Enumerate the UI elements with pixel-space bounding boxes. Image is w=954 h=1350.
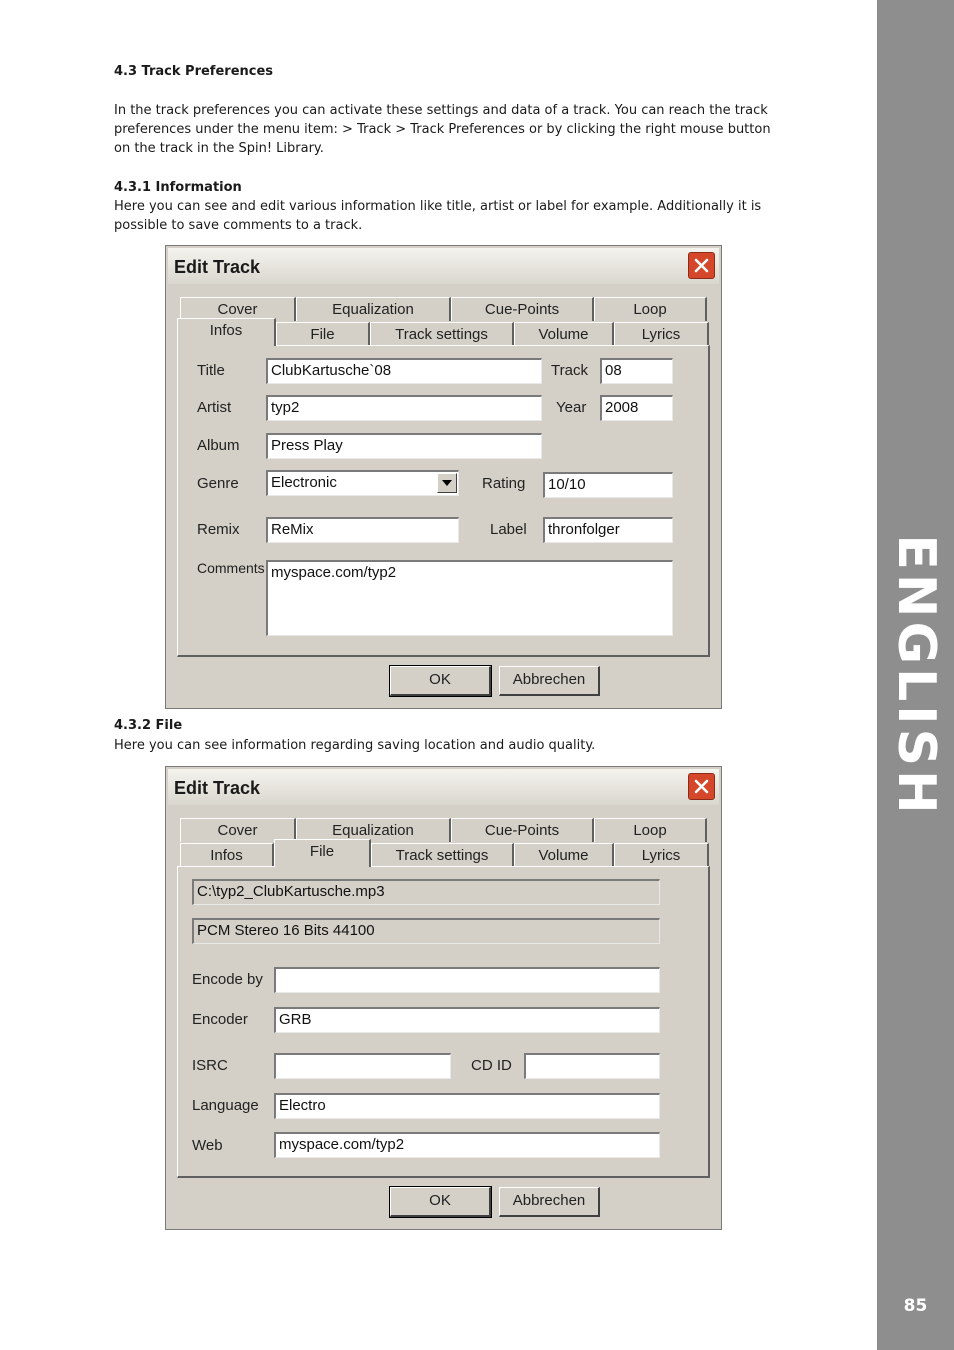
genre-select[interactable] xyxy=(266,470,459,496)
web-field[interactable]: myspace.com/typ2 xyxy=(274,1132,660,1158)
cd-id-field[interactable] xyxy=(524,1053,660,1079)
tab-equalization[interactable]: Equalization xyxy=(296,818,451,842)
tab-cover[interactable]: Cover xyxy=(180,818,296,842)
close-button[interactable] xyxy=(688,252,715,279)
label-label: Label xyxy=(490,521,527,538)
close-icon xyxy=(693,778,710,795)
file-heading: 4.3.2 File xyxy=(114,718,183,733)
tab-loop[interactable]: Loop xyxy=(594,297,707,321)
artist-label: Artist xyxy=(197,399,232,416)
info-heading: 4.3.1 Information xyxy=(114,180,242,195)
file-text: Here you can see information regarding saving location and audio quality. xyxy=(114,738,596,753)
tab-infos[interactable]: Infos xyxy=(177,318,276,346)
web-label: Web xyxy=(192,1137,223,1154)
cancel-button[interactable]: Abbrechen xyxy=(499,666,600,696)
dialog-titlebar xyxy=(168,769,719,805)
tab-lyrics[interactable]: Lyrics xyxy=(614,843,709,867)
title-field[interactable]: ClubKartusche`08 xyxy=(266,358,542,384)
tab-file[interactable]: File xyxy=(276,322,370,346)
tab-track-settings[interactable]: Track settings xyxy=(371,843,514,867)
track-field[interactable]: 08 xyxy=(600,358,673,384)
rating-field[interactable]: 10/10 xyxy=(543,472,673,498)
ok-button[interactable]: OK xyxy=(390,1187,491,1217)
year-field[interactable]: 2008 xyxy=(600,395,673,421)
chevron-down-icon xyxy=(442,480,452,486)
comments-label: Comments xyxy=(197,560,265,576)
section-heading: 4.3 Track Preferences xyxy=(114,64,274,79)
album-label: Album xyxy=(197,437,240,454)
close-icon xyxy=(693,257,710,274)
tab-volume[interactable]: Volume xyxy=(514,322,614,346)
genre-dropdown-button[interactable] xyxy=(437,473,457,493)
language-label: Language xyxy=(192,1097,259,1114)
encode-by-label: Encode by xyxy=(192,971,263,988)
tab-cue-points[interactable]: Cue-Points xyxy=(451,297,594,321)
track-label: Track xyxy=(551,362,588,379)
page-number: 85 xyxy=(903,1296,928,1316)
cancel-button[interactable]: Abbrechen xyxy=(499,1187,600,1217)
dialog-titlebar xyxy=(168,248,719,284)
tab-volume[interactable]: Volume xyxy=(514,843,614,867)
edit-track-dialog-file xyxy=(165,766,722,1230)
close-button[interactable] xyxy=(688,773,715,800)
isrc-field[interactable] xyxy=(274,1053,451,1079)
artist-field[interactable]: typ2 xyxy=(266,395,542,421)
tab-lyrics[interactable]: Lyrics xyxy=(614,322,709,346)
genre-label: Genre xyxy=(197,475,239,492)
tab-cue-points[interactable]: Cue-Points xyxy=(451,818,594,842)
remix-label: Remix xyxy=(197,521,240,538)
language-field[interactable]: Electro xyxy=(274,1093,660,1119)
tab-loop[interactable]: Loop xyxy=(594,818,707,842)
tab-infos[interactable]: Infos xyxy=(180,843,274,867)
rating-label: Rating xyxy=(482,475,526,492)
dialog-title: Edit Track xyxy=(174,257,261,277)
genre-value: Electronic xyxy=(271,474,337,491)
isrc-label: ISRC xyxy=(192,1057,228,1074)
comments-textarea[interactable]: myspace.com/typ2 xyxy=(266,560,673,636)
dialog-title: Edit Track xyxy=(174,778,261,798)
tab-file[interactable]: File xyxy=(274,839,371,867)
tab-track-settings[interactable]: Track settings xyxy=(370,322,514,346)
ok-button[interactable]: OK xyxy=(390,666,491,696)
audio-format-field: PCM Stereo 16 Bits 44100 xyxy=(192,918,660,944)
edit-track-dialog-info xyxy=(165,245,722,709)
info-text: Here you can see and edit various information like title, artist or label for example. Additionally it is possible to save comments to a track. xyxy=(114,199,762,233)
encoder-field[interactable]: GRB xyxy=(274,1007,660,1033)
section-intro: In the track preferences you can activate these settings and data of a track. You can reach the track preferences under the menu item: > Track > Track Preferences or by clicking the right mouse button on the track in the Spin! Library. xyxy=(114,103,771,156)
remix-field[interactable]: ReMix xyxy=(266,517,459,543)
cd-id-label: CD ID xyxy=(471,1057,512,1074)
encoder-label: Encoder xyxy=(192,1011,248,1028)
file-path-field: C:\typ2_ClubKartusche.mp3 xyxy=(192,879,660,905)
encode-by-field[interactable] xyxy=(274,967,660,993)
sidebar-language-label: ENGLISH xyxy=(886,534,946,818)
tab-equalization[interactable]: Equalization xyxy=(296,297,451,321)
title-label: Title xyxy=(197,362,225,379)
year-label: Year xyxy=(556,399,587,416)
tab-cover[interactable]: Cover xyxy=(180,297,296,321)
label-field[interactable]: thronfolger xyxy=(543,517,673,543)
album-field[interactable]: Press Play xyxy=(266,433,542,459)
